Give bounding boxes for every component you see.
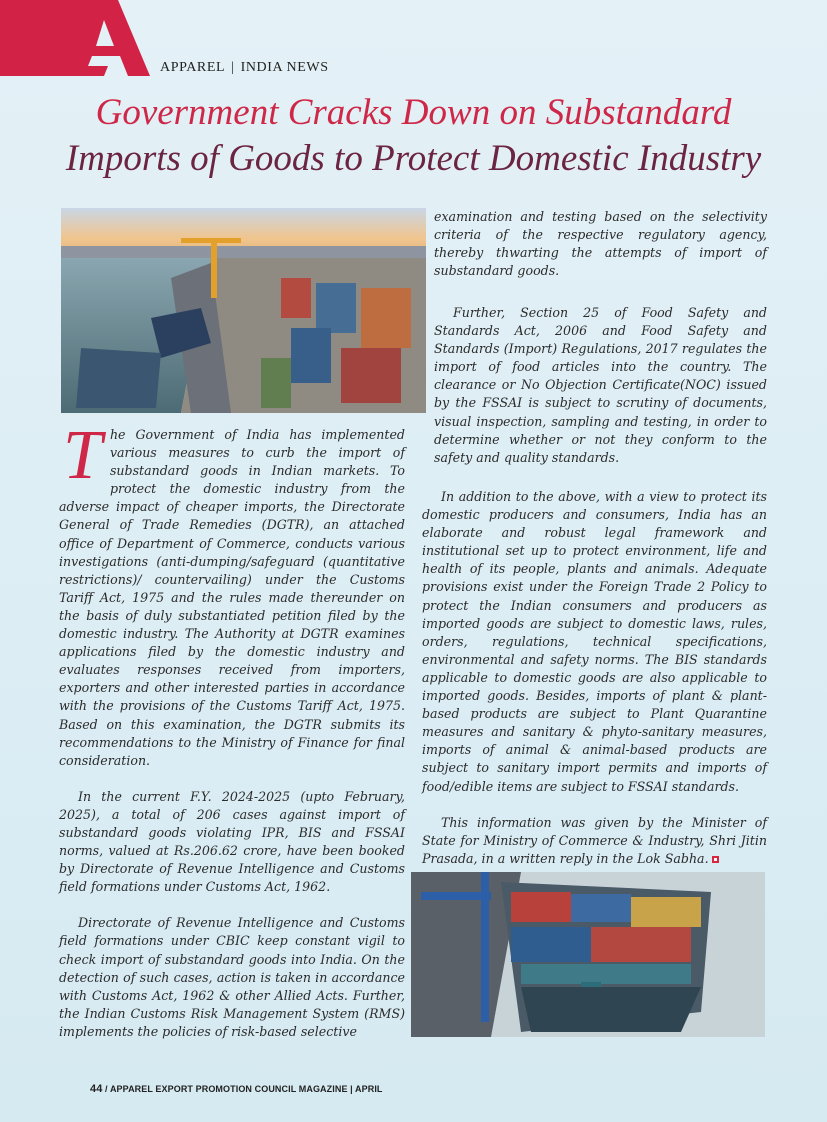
subsection-name: INDIA NEWS	[240, 60, 329, 75]
page-number: 44	[90, 1083, 103, 1095]
container-ship-photo	[411, 872, 765, 1037]
title-line-1: Government Cracks Down on Substandard	[95, 92, 732, 133]
paragraph-dri-continued: examination and testing based on the selectivity criteria of the respective regulatory agency, thereby thwarting the attempts of import of substandard goods.	[434, 209, 767, 279]
article-column-right-fssai	[434, 304, 767, 485]
paragraph-intro-text: he Government of India has implemented various measures to curb the import of substandard goods in Indian markets. To protect the domestic industry from the adverse impact of cheaper imports, the Directorate General of Trade Remedies (DGTR), an attached office of Department of Commerce, conducts various investigations (anti-dumping/safeguard (quantitative restrictions)/ countervailing) under the Customs Tariff Act, 1975 and the rules made thereunder on the basis of duly substantiated petition filed by the domestic industry. The Authority at DGTR examines applications filed by the domestic industry and evaluates responses received from importers, exporters and other interested parties in accordance with the provisions of the Customs Tariff Act, 1975. Based on this examination, the DGTR submits its recommendations to the Ministry of Finance for final consideration.	[59, 427, 405, 768]
paragraph-intro	[59, 417, 405, 770]
title-line-2: Imports of Goods to Protect Domestic Industry	[65, 138, 762, 179]
article-column-left	[59, 417, 405, 1059]
page-footer	[90, 1083, 383, 1095]
magazine-name: APPAREL EXPORT PROMOTION COUNCIL MAGAZINE | APRIL	[109, 1084, 383, 1094]
section-name: APPAREL	[160, 60, 226, 75]
footer-separator: /	[105, 1084, 108, 1094]
port-aerial-photo	[61, 208, 426, 413]
paragraph-source-text: This information was given by the Minister of State for Ministry of Commerce & Industry, Shri Jitin Prasada, in a written reply in the Lok Sabha.	[422, 814, 767, 866]
magazine-logo	[0, 0, 150, 76]
article-column-right-top	[434, 208, 767, 298]
article-title	[0, 90, 827, 182]
end-of-article-icon	[712, 856, 719, 863]
drop-cap: T	[63, 417, 102, 494]
paragraph-dri: Directorate of Revenue Intelligence and Customs field formations under CBIC keep constant vigil to check import of substandard goods into India. On the detection of such cases, action is taken in accordance with Customs Act, 1962 & other Allied Acts. Further, the Indian Customs Risk Management System (RMS) implements the policies of risk-based selective	[59, 915, 405, 1039]
article-column-right-legal	[422, 488, 767, 886]
paragraph-fssai: Further, Section 25 of Food Safety and Standards Act, 2006 and Food Safety and Standards (Import) Regulations, 2017 regulates the import of food articles into the country. The clearance or No Objection Certificate(NOC) issued by the FSSAI is subject to scrutiny of documents, visual inspection, sampling and testing, in order to determine whether or not they conform to the safety and quality standards.	[434, 305, 767, 465]
section-separator: |	[231, 60, 235, 75]
paragraph-source	[422, 814, 767, 868]
section-label	[160, 60, 329, 76]
paragraph-cases: In the current F.Y. 2024-2025 (upto February, 2025), a total of 206 cases against import of substandard goods violating IPR, BIS and FSSAI norms, valued at Rs.206.62 crore, have been booked by Directorate of Revenue Intelligence and Customs field formations under Customs Act, 1962.	[59, 788, 405, 895]
paragraph-legal-framework: In addition to the above, with a view to protect its domestic producers and consumers, India has an elaborate and robust legal framework and institutional set up to protect environment, life and health of its people, plants and animals. Adequate provisions exist under the Foreign Trade 2 Policy to protect the Indian consumers and producers as imported goods are subject to domestic laws, rules, orders, regulations, technical specifications, environmental and safety norms. The BIS standards applicable to domestic goods are also applicable to imported goods. Besides, imports of plant & plant-based products are subject to Plant Quarantine measures and sanitary & phyto-sanitary measures, imports of animal & animal-based products are subject to sanitary import permits and imports of food/edible items are subject to FSSAI standards.	[422, 489, 767, 794]
